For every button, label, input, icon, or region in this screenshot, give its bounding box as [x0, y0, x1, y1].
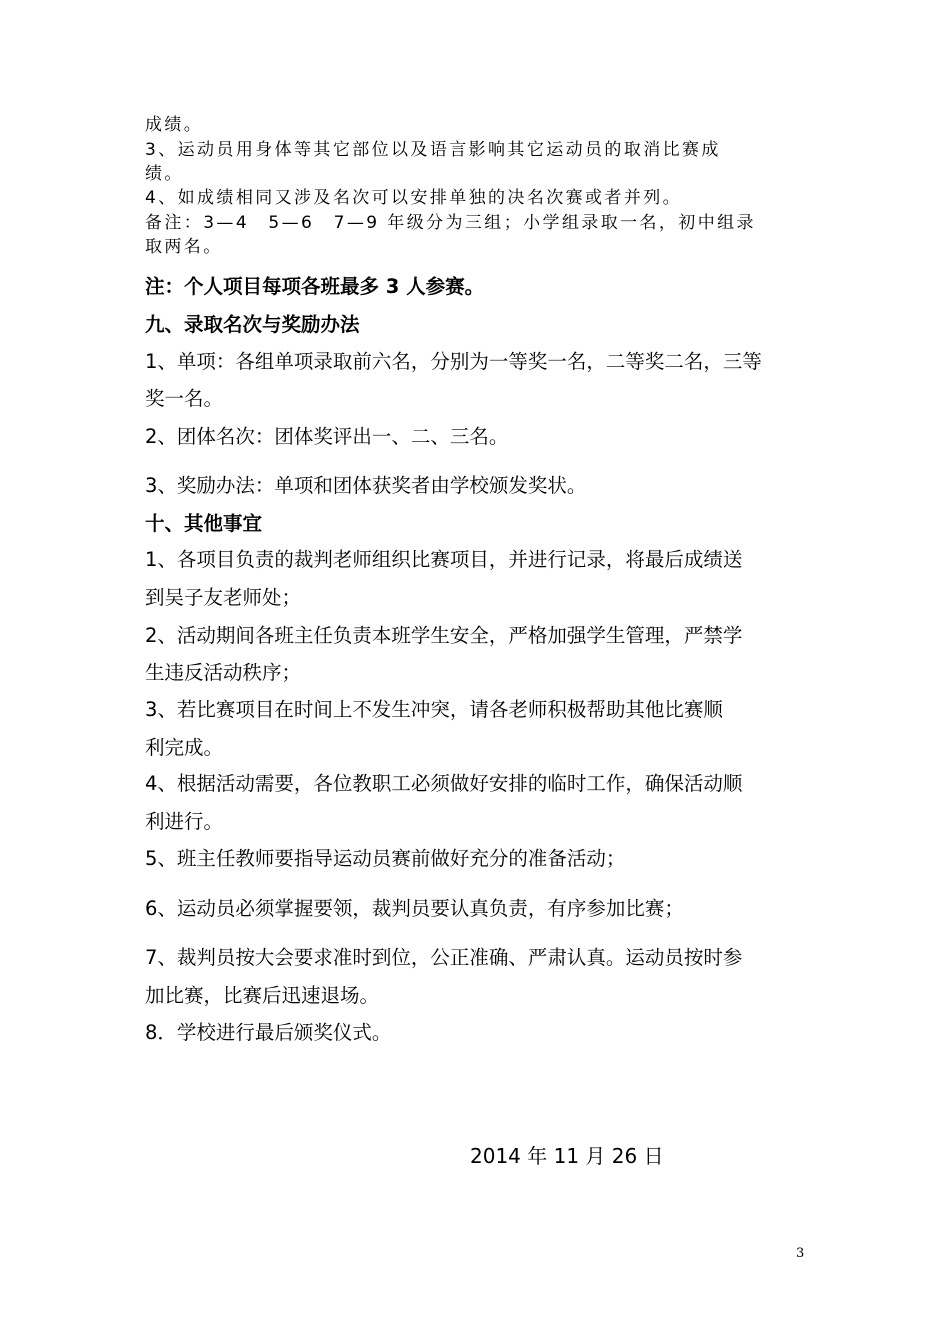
section-9-heading: 九、录取名次与奖励办法 — [145, 313, 360, 336]
section-10-item-7-line-2: 加比赛，比赛后迅速退场。 — [145, 984, 380, 1007]
rules-line-2: 3、运动员用身体等其它部位以及语言影响其它运动员的取消比赛成 — [145, 140, 721, 160]
section-10-item-5: 5、班主任教师要指导运动员赛前做好充分的准备活动； — [145, 847, 626, 870]
section-10-item-4-line-1: 4、根据活动需要，各位教职工必须做好安排的临时工作，确保活动顺 — [145, 772, 743, 795]
participation-note: 注：个人项目每项各班最多 3 人参赛。 — [145, 275, 485, 298]
section-10-item-6: 6、运动员必须掌握要领，裁判员要认真负责，有序参加比赛； — [145, 897, 684, 920]
section-9-item-2: 2、团体名次：团体奖评出一、二、三名。 — [145, 425, 509, 448]
document-date: 2014 年 11 月 26 日 — [470, 1144, 664, 1168]
rules-line-3: 绩。 — [145, 164, 184, 184]
section-9-item-1-line-2: 奖一名。 — [145, 387, 224, 410]
section-10-item-8: 8．学校进行最后颁奖仪式。 — [145, 1021, 392, 1044]
section-10-item-2-line-2: 生违反活动秩序； — [145, 661, 302, 684]
section-10-item-1-line-1: 1、各项目负责的裁判老师组织比赛项目，并进行记录，将最后成绩送 — [145, 548, 743, 571]
rules-line-1: 成绩。 — [145, 115, 204, 135]
section-10-item-2-line-1: 2、活动期间各班主任负责本班学生安全，严格加强学生管理，严禁学 — [145, 624, 743, 647]
rules-line-6: 取两名。 — [145, 237, 223, 257]
section-10-item-1-line-2: 到吴子友老师处； — [145, 586, 302, 609]
section-10-heading: 十、其他事宜 — [145, 512, 263, 535]
section-10-item-3-line-1: 3、若比赛项目在时间上不发生冲突，请各老师积极帮助其他比赛顺 — [145, 698, 723, 721]
section-9-item-1-line-1: 1、单项：各组单项录取前六名，分别为一等奖一名，二等奖二名，三等 — [145, 350, 762, 373]
section-9-item-3: 3、奖励办法：单项和团体获奖者由学校颁发奖状。 — [145, 474, 587, 497]
page-number: 3 — [796, 1246, 805, 1261]
section-10-item-3-line-2: 利完成。 — [145, 736, 224, 759]
section-10-item-7-line-1: 7、裁判员按大会要求准时到位，公正准确、严肃认真。运动员按时参 — [145, 946, 743, 969]
rules-line-4: 4、如成绩相同又涉及名次可以安排单独的决名次赛或者并列。 — [145, 188, 683, 208]
section-10-item-4-line-2: 利进行。 — [145, 810, 224, 833]
rules-line-5: 备注：3—4 5—6 7—9 年级分为三组；小学组录取一名，初中组录 — [145, 213, 756, 233]
